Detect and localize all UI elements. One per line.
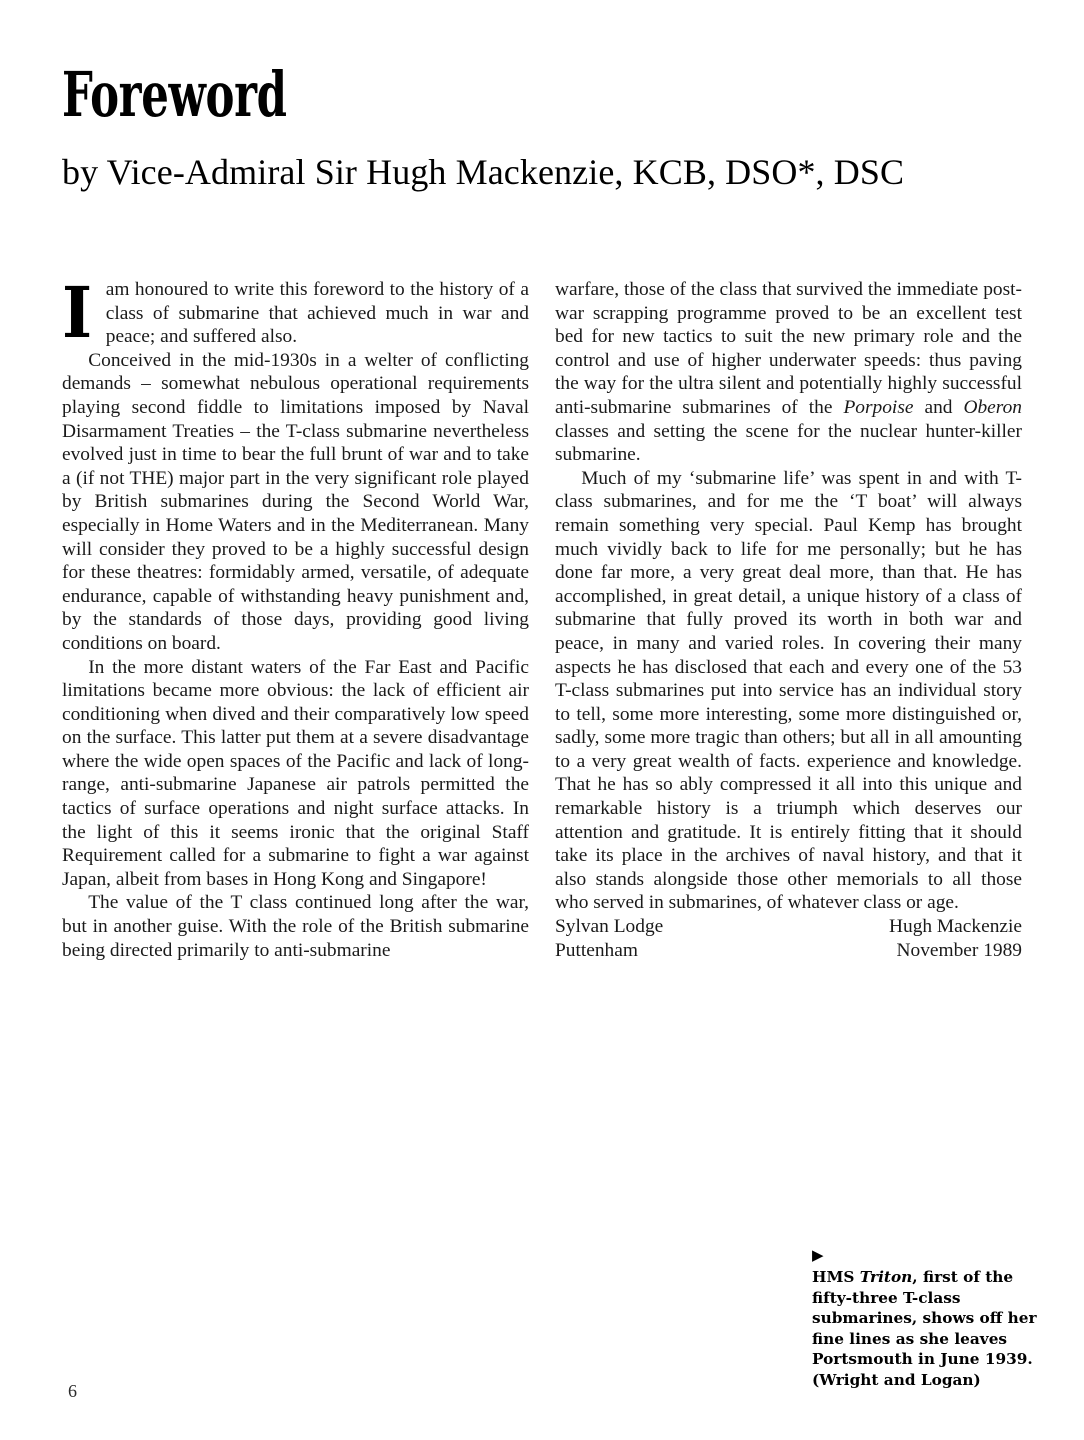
caption-prefix: HMS: [812, 1268, 860, 1286]
paragraph-conceived: Conceived in the mid-1930s in a welter of conflicting demands – somewhat nebulous operational requirements playing second fiddle to limitations imposed by Naval Disarmament Treaties – the T-class submarine nevertheless evolved just in time to bear the full brunt of war and to take a (if not THE) major part in the very significant role played by British submarines during the Second World War, especially in Home Waters and in the Mediterranean. Many will consider they proved to be a highly successful design for these theatres: formidably armed, versatile, of adequate endurance, capable of withstanding heavy punishment and, by the standards of those days, providing good living conditions on board.: [62, 349, 529, 654]
paragraph-opening-text: am honoured to write this foreword to the history of a class of submarine that achieved much in war and peace; and suffered also.: [105, 279, 529, 348]
paragraph-submarine-life: Much of my ‘submarine life’ was spent in and with T-class submarines, and for me the ‘T boat’ will always remain something very special. Paul Kemp has brought much vividly back to life for me personally; but he has done far more, a very great deal more, than that. He has accomplished, in great detail, a unique history of a class of submarine that fully proved its worth in both war and peace, in many and varied roles. In covering their many aspects he has disclosed that each and every one of the 53 T-class submarines put into service has an individual story to tell, some more interesting, some more distinguished or, sadly, some more tragic than others; but all in all amounting to a very great wealth of facts. experience and knowledge. That he has so ably compressed it all into this unique and remarkable history is a triumph which deserves our attention and gratitude. It is entirely fitting that it should take its place in the archives of naval history, and that it also stands alongside those other memorials to all those who served in submarines, of whatever class or age.: [555, 467, 1022, 914]
page-subtitle: by Vice-Admiral Sir Hugh Mackenzie, KCB, DSO*, DSC: [62, 151, 905, 192]
signature-address-line2: Puttenham: [555, 939, 638, 961]
caption-ship-name: Triton: [859, 1268, 913, 1286]
ship-class-oberon: Oberon: [963, 396, 1022, 418]
figure-caption: [812, 1248, 1037, 1390]
drop-cap: I: [62, 271, 93, 354]
paragraph-warfare-part3: classes and setting the scene for the nuclear hunter-killer submarine.: [555, 420, 1022, 466]
body-columns: [62, 271, 1022, 962]
title-block: [62, 58, 1022, 193]
page-number: 6: [68, 1381, 77, 1401]
right-column: [555, 278, 1022, 962]
signature-date: November 1989: [896, 939, 1022, 961]
triangle-marker-icon: ▶: [812, 1246, 824, 1264]
signature-author-name: Hugh Mackenzie: [889, 916, 1022, 938]
paragraph-value-of-t-class: The value of the T class continued long after the war, but in another guise. With the role of the British submarine being directed primarily to anti-submarine: [62, 892, 529, 961]
page-title: Foreword: [62, 58, 287, 131]
signature-address-line1: Sylvan Lodge: [555, 916, 664, 938]
left-column: [62, 271, 529, 962]
paragraph-opening: [62, 271, 529, 354]
paragraph-warfare-part1: warfare, those of the class that survived the immediate post-war scrapping programme proved to be an excellent test bed for new tactics to suit the new primary role and the control and use of higher underwater speeds: thus paving the way for the ultra silent and potentially highly successful anti-submarine submarines of the: [555, 279, 1022, 418]
signature-address: [555, 915, 663, 962]
paragraph-far-east: In the more distant waters of the Far East and Pacific limitations became more obvious: the lack of efficient air conditioning when dived and their comparatively low speed on the surface. This latter put them at a severe disadvantage where the wide open spaces of the Pacific and lack of long-range, anti-submarine Japanese air patrols permitted the tactics of surface operations and night surface attacks. In the light of this it seems ironic that the original Staff Requirement called for a submarine to fight a war against Japan, albeit from bases in Hong Kong and Singapore!: [62, 656, 529, 890]
caption-text: , first of the fifty-three T-class submarines, shows off her fine lines as she leaves Portsmouth in June 1939. (Wright and Logan): [812, 1268, 1037, 1389]
signature-block: [555, 915, 1022, 962]
ship-class-porpoise: Porpoise: [843, 396, 914, 418]
paragraph-warfare-conjunction: and: [913, 396, 964, 418]
signature-author: [889, 915, 1022, 962]
paragraph-warfare: [555, 278, 1022, 467]
